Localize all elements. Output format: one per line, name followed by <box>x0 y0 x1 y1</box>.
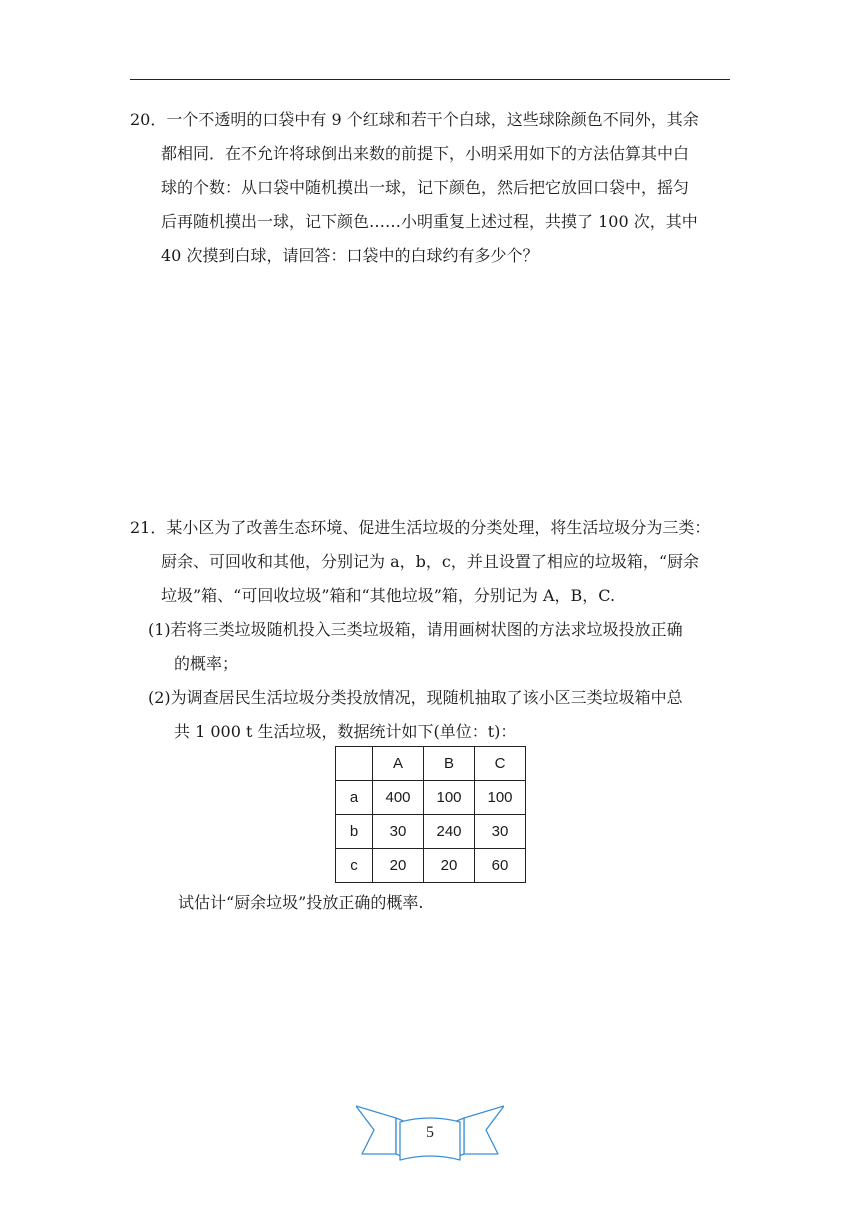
table-cell: 20 <box>424 849 475 883</box>
table-cell: 100 <box>475 781 526 815</box>
table-cell: 240 <box>424 815 475 849</box>
table-cell: 60 <box>475 849 526 883</box>
table-cell: 400 <box>373 781 424 815</box>
table-cell: 20 <box>373 849 424 883</box>
table-row-label: c <box>336 849 373 883</box>
table-header-cell: C <box>475 747 526 781</box>
table-header-row <box>336 747 526 781</box>
page-number: 5 <box>426 1124 434 1141</box>
q21-part2-line-2: 共 1 000 t 生活垃圾，数据统计如下(单位：t)： <box>174 722 517 741</box>
q20-line-4: 后再随机摸出一球，记下颜色……小明重复上述过程，共摸了 100 次，其中 <box>161 212 698 231</box>
q21-line-2: 厨余、可回收和其他，分别记为 a，b，c，并且设置了相应的垃圾箱，“厨余 <box>161 552 700 571</box>
q21-part2-line-1: (2)为调查居民生活垃圾分类投放情况，现随机抽取了该小区三类垃圾箱中总 <box>148 688 683 707</box>
q20-line-1: 20．一个不透明的口袋中有 9 个红球和若干个白球，这些球除颜色不同外，其余 <box>130 110 699 129</box>
q21-line-1: 21．某小区为了改善生态环境、促进生活垃圾的分类处理，将生活垃圾分为三类： <box>130 518 711 537</box>
table-row <box>336 815 526 849</box>
q21-part1-line-1: (1)若将三类垃圾随机投入三类垃圾箱，请用画树状图的方法求垃圾投放正确 <box>148 620 683 639</box>
q21-part1-line-2: 的概率； <box>174 654 239 673</box>
q20-line-5: 40 次摸到白球，请回答：口袋中的白球约有多少个？ <box>161 246 539 265</box>
table-header-cell: B <box>424 747 475 781</box>
q21-line-3: 垃圾”箱、“可回收垃圾”箱和“其他垃圾”箱，分别记为 A，B，C. <box>161 586 616 605</box>
garbage-data-table <box>335 746 526 883</box>
table-cell: 100 <box>424 781 475 815</box>
table-corner-cell <box>336 747 373 781</box>
q20-line-3: 球的个数：从口袋中随机摸出一球，记下颜色，然后把它放回口袋中，摇匀 <box>161 178 690 197</box>
question-21 <box>130 511 730 749</box>
table-row-label: b <box>336 815 373 849</box>
table-row-label: a <box>336 781 373 815</box>
table-row <box>336 781 526 815</box>
table-cell: 30 <box>373 815 424 849</box>
q21-part2-question: 试估计“厨余垃圾”投放正确的概率. <box>178 893 424 912</box>
table-cell: 30 <box>475 815 526 849</box>
table-header-cell: A <box>373 747 424 781</box>
header-rule <box>130 79 730 80</box>
question-20 <box>130 103 730 273</box>
table-row <box>336 849 526 883</box>
q20-line-2: 都相同．在不允许将球倒出来数的前提下，小明采用如下的方法估算其中白 <box>161 144 690 163</box>
